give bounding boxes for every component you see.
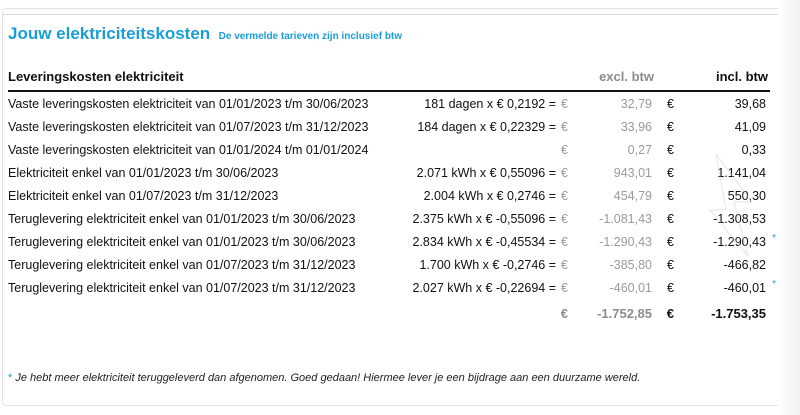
footnote-text: Je hebt meer elektriciteit teruggeleverd dan afgenomen. Goed gedaan! Hiermee lever je een bijdrage aan een duurzame wereld.: [15, 372, 641, 384]
row-currency-excl: €: [561, 212, 568, 226]
cost-table: [8, 94, 776, 323]
row-currency-incl: €: [667, 212, 674, 226]
row-calculation: 2.004 kWh x € 0,2746 =: [423, 189, 556, 203]
total-incl-btw: -1.753,35: [711, 306, 766, 321]
row-amount-incl-btw: -460,01: [723, 281, 766, 295]
row-amount-incl-btw: 0,33: [741, 143, 766, 157]
row-amount-excl-btw: -1.290,43: [599, 235, 652, 249]
row-description: Vaste leveringskosten elektriciteit van 01/07/2023 t/m 31/12/2023: [8, 120, 369, 134]
page-edge-shadow: [778, 0, 800, 415]
row-amount-excl-btw: 454,79: [613, 189, 652, 203]
row-amount-excl-btw: 943,01: [613, 166, 652, 180]
row-calculation: 181 dagen x € 0,2192 =: [424, 97, 556, 111]
row-description: Teruglevering elektriciteit enkel van 01/07/2023 t/m 31/12/2023: [8, 281, 356, 295]
row-currency-excl: €: [561, 166, 568, 180]
page-subtitle: De vermelde tarieven zijn inclusief btw: [218, 31, 403, 42]
row-currency-incl: €: [667, 258, 674, 272]
watermark-arrow-icon: [686, 150, 756, 260]
row-currency-excl: €: [561, 189, 568, 203]
row-amount-incl-btw: 1.141,04: [717, 166, 766, 180]
table-row: [8, 140, 770, 163]
row-currency-excl: €: [561, 258, 568, 272]
row-amount-excl-btw: -460,01: [609, 281, 652, 295]
table-row: [8, 94, 770, 117]
row-currency-excl: €: [561, 143, 568, 157]
row-currency-excl: €: [561, 97, 568, 111]
table-header: [8, 66, 770, 92]
row-amount-incl-btw: -466,82: [723, 258, 766, 272]
table-row: [8, 232, 776, 255]
row-description: Teruglevering elektriciteit enkel van 01/01/2023 t/m 30/06/2023: [8, 235, 356, 249]
row-calculation: 2.834 kWh x € -0,45534 =: [412, 235, 556, 249]
total-excl-btw: -1.752,85: [597, 306, 652, 321]
footnote: [8, 372, 640, 384]
table-row: [8, 278, 776, 301]
row-currency-incl: €: [667, 189, 674, 203]
row-currency-incl: €: [667, 143, 674, 157]
row-description: Vaste leveringskosten elektriciteit van 01/01/2023 t/m 30/06/2023: [8, 97, 369, 111]
row-currency-excl: €: [561, 281, 568, 295]
row-currency-incl: €: [667, 97, 674, 111]
column-header-excl-btw: excl. btw: [599, 69, 654, 84]
row-amount-incl-btw: 39,68: [734, 97, 766, 111]
row-amount-excl-btw: 32,79: [620, 97, 652, 111]
row-currency-excl: €: [561, 235, 568, 249]
table-row: [8, 209, 770, 232]
row-amount-excl-btw: -385,80: [609, 258, 652, 272]
row-currency-incl: €: [667, 235, 674, 249]
row-footnote-marker: *: [772, 233, 776, 244]
row-amount-excl-btw: 33,96: [620, 120, 652, 134]
section-title: Leveringskosten elektriciteit: [8, 69, 184, 84]
row-calculation: 2.027 kWh x € -0,22694 =: [412, 281, 556, 295]
table-row: [8, 163, 770, 186]
row-currency-incl: €: [667, 120, 674, 134]
row-description: Elektriciteit enkel van 01/07/2023 t/m 31/12/2023: [8, 189, 279, 203]
top-divider: [2, 14, 780, 15]
page-header: [8, 24, 402, 44]
row-footnote-marker: *: [772, 279, 776, 290]
row-calculation: 2.375 kWh x € -0,55096 =: [412, 212, 556, 226]
total-currency-incl: €: [666, 306, 674, 321]
row-amount-excl-btw: -1.081,43: [599, 212, 652, 226]
row-currency-excl: €: [561, 120, 568, 134]
total-currency-excl: €: [560, 306, 568, 321]
table-row: [8, 255, 770, 278]
table-row: [8, 186, 770, 209]
row-calculation: 2.071 kWh x € 0,55096 =: [416, 166, 556, 180]
row-calculation: 184 dagen x € 0,22329 =: [417, 120, 556, 134]
page-title: Jouw elektriciteitskosten: [8, 24, 211, 43]
row-description: Teruglevering elektriciteit enkel van 01/07/2023 t/m 31/12/2023: [8, 258, 356, 272]
column-header-incl-btw: incl. btw: [716, 69, 768, 84]
row-amount-incl-btw: -1.308,53: [713, 212, 766, 226]
footnote-marker: *: [8, 372, 13, 384]
row-amount-excl-btw: 0,27: [627, 143, 652, 157]
row-description: Teruglevering elektriciteit enkel van 01/01/2023 t/m 30/06/2023: [8, 212, 356, 226]
row-amount-incl-btw: 41,09: [734, 120, 766, 134]
row-amount-incl-btw: -1.290,43: [713, 235, 766, 249]
row-amount-incl-btw: 550,30: [727, 189, 766, 203]
row-calculation: 1.700 kWh x € -0,2746 =: [419, 258, 556, 272]
total-row: [8, 301, 770, 323]
row-description: Elektriciteit enkel van 01/01/2023 t/m 30/06/2023: [8, 166, 279, 180]
row-currency-incl: €: [667, 281, 674, 295]
row-description: Vaste leveringskosten elektriciteit van 01/01/2024 t/m 01/01/2024: [8, 143, 369, 157]
row-currency-incl: €: [667, 166, 674, 180]
table-row: [8, 117, 770, 140]
